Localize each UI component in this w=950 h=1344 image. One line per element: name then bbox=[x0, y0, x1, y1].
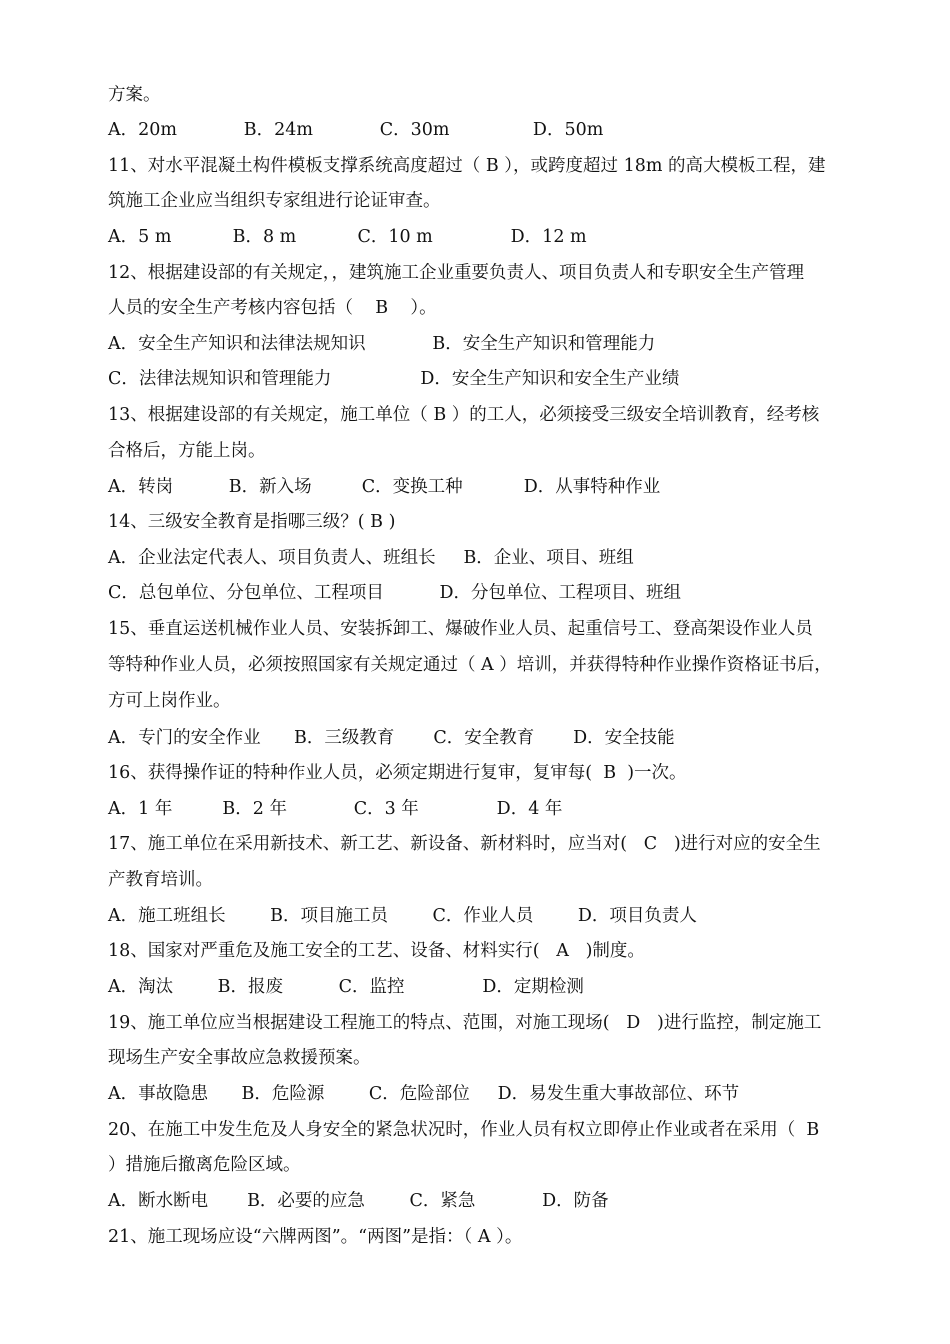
answer-options: A．施工班组长 B．项目施工员 C．作业人员 D．项目负责人 bbox=[108, 906, 697, 926]
text-line: 方案。 bbox=[108, 85, 161, 105]
answer-options: A．淘汰 B．报废 C．监控 D．定期检测 bbox=[108, 977, 584, 997]
question-line: 16、获得操作证的特种作业人员，必须定期进行复审，复审每( B )一次。 bbox=[108, 763, 687, 783]
question-line: 12、根据建设部的有关规定，，建筑施工企业重要负责人、项目负责人和专职安全生产管理 bbox=[108, 263, 805, 283]
answer-options: A．企业法定代表人、项目负责人、班组长 B．企业、项目、班组 bbox=[108, 548, 634, 568]
question-line: 21、施工现场应设“六牌两图”。“两图”是指：（ A ）。 bbox=[108, 1227, 523, 1247]
question-line: 20、在施工中发生危及人身安全的紧急状况时，作业人员有权立即停止作业或者在采用（ B bbox=[108, 1120, 820, 1140]
answer-options: A．1 年 B．2 年 C．3 年 D．4 年 bbox=[108, 799, 563, 819]
text-line: 现场生产安全事故应急救援预案。 bbox=[108, 1048, 371, 1068]
text-line: 产教育培训。 bbox=[108, 870, 213, 890]
question-line: 18、国家对严重危及施工安全的工艺、设备、材料实行( A )制度。 bbox=[108, 941, 645, 961]
text-line: 等特种作业人员，必须按照国家有关规定通过（ A ）培训，并获得特种作业操作资格证书后， bbox=[108, 655, 832, 675]
answer-options: C．总包单位、分包单位、工程项目 D．分包单位、工程项目、班组 bbox=[108, 583, 682, 603]
text-line: 方可上岗作业。 bbox=[108, 691, 231, 711]
text-line: 人员的安全生产考核内容包括（ B ）。 bbox=[108, 298, 437, 318]
answer-options: A．事故隐患 B．危险源 C．危险部位 D．易发生重大事故部位、环节 bbox=[108, 1084, 740, 1104]
answer-options: C．法律法规知识和管理能力 D．安全生产知识和安全生产业绩 bbox=[108, 369, 680, 389]
answer-options: A．安全生产知识和法律法规知识 B．安全生产知识和管理能力 bbox=[108, 334, 656, 354]
question-line: 11、对水平混凝土构件模板支撑系统高度超过（ B ），或跨度超过 18m 的高大模板工程，建 bbox=[108, 156, 826, 176]
answer-options: A．断水断电 B．必要的应急 C．紧急 D．防备 bbox=[108, 1191, 609, 1211]
answer-options: A．5 m B．8 m C．10 m D．12 m bbox=[108, 227, 587, 247]
text-line: ）措施后撤离危险区域。 bbox=[108, 1155, 301, 1175]
answer-options: A．专门的安全作业 B．三级教育 C．安全教育 D．安全技能 bbox=[108, 728, 675, 748]
answer-options: A．20m B．24m C．30m D．50m bbox=[108, 120, 604, 140]
question-line: 17、施工单位在采用新技术、新工艺、新设备、新材料时，应当对( C )进行对应的安全生 bbox=[108, 834, 821, 854]
question-line: 14、三级安全教育是指哪三级？( B ) bbox=[108, 512, 396, 532]
answer-options: A．转岗 B．新入场 C．变换工种 D．从事特种作业 bbox=[108, 477, 661, 497]
text-line: 合格后，方能上岗。 bbox=[108, 441, 266, 461]
question-line: 15、垂直运送机械作业人员、安装拆卸工、爆破作业人员、起重信号工、登高架设作业人员 bbox=[108, 619, 813, 639]
question-line: 19、施工单位应当根据建设工程施工的特点、范围，对施工现场( D )进行监控，制定施工 bbox=[108, 1013, 822, 1033]
text-line: 筑施工企业应当组织专家组进行论证审查。 bbox=[108, 191, 441, 211]
question-line: 13、根据建设部的有关规定，施工单位（ B ）的工人，必须接受三级安全培训教育，经考核 bbox=[108, 405, 820, 425]
